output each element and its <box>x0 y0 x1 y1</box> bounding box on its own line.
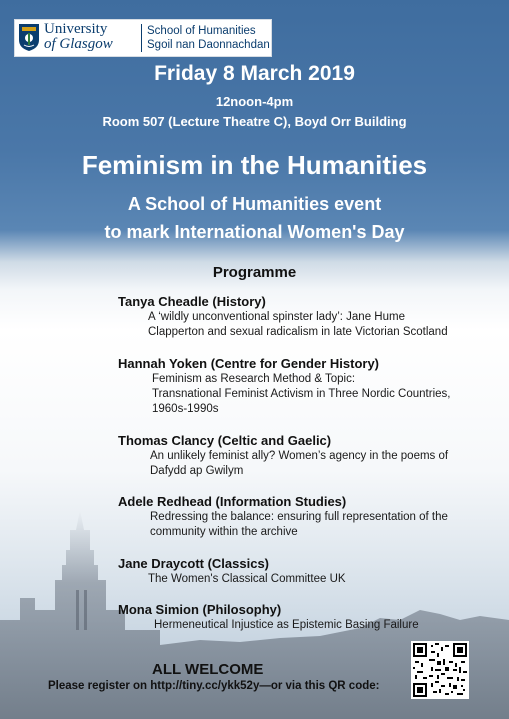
all-welcome-text: ALL WELCOME <box>152 661 264 678</box>
school-name-english: School of Humanities <box>147 25 256 37</box>
university-logo <box>14 19 272 57</box>
qr-code-graphic <box>413 643 467 697</box>
speaker-name: Hannah Yoken (Centre for Gender History) <box>118 356 380 371</box>
event-title: Feminism in the Humanities <box>81 150 428 180</box>
programme-item <box>118 493 503 540</box>
event-time: 12noon-4pm <box>215 94 294 109</box>
event-location: Room 507 (Lecture Theatre C), Boyd Orr Building <box>102 114 407 129</box>
speaker-name: Mona Simion (Philosophy) <box>118 602 282 617</box>
speaker-name: Jane Draycott (Classics) <box>118 556 270 571</box>
talk-title: Feminism as Research Method & Topic: Transnational Feminist Activism in Three Nordic Countries, 1960s-1990s <box>152 373 451 415</box>
event-subtitle-line1: A School of Humanities event <box>127 194 382 214</box>
programme-heading: Programme <box>212 264 297 281</box>
talk-title: The Women's Classical Committee UK <box>148 573 346 585</box>
talk-title: An unlikely feminist ally? Women’s agency in the poems of Dafydd ap Gwilym <box>150 450 449 477</box>
logo-divider <box>141 24 142 52</box>
event-subtitle-line2: to mark International Women's Day <box>104 222 405 242</box>
school-name-gaelic: Sgoil nan Daonnachdan <box>147 39 270 51</box>
school-name <box>147 24 269 52</box>
speaker-name: Adele Redhead (Information Studies) <box>118 494 347 509</box>
programme-item <box>118 432 503 479</box>
university-name-line2: of Glasgow <box>44 36 113 52</box>
university-name-line1: University <box>44 21 108 37</box>
event-date: Friday 8 March 2019 <box>154 62 355 85</box>
speaker-name: Tanya Cheadle (History) <box>118 294 266 309</box>
university-crest-icon <box>18 23 40 52</box>
programme-item <box>118 293 503 340</box>
qr-code-icon[interactable] <box>411 641 469 699</box>
talk-title: A ‘wildly unconventional spinster lady’: Jane Hume Clapperton and sexual radicalism in late Victorian Scotland <box>148 311 448 338</box>
registration-text: Please register on http://tiny.cc/ykk52y—or via this QR code: <box>48 680 380 692</box>
programme-item <box>118 555 503 587</box>
speaker-name: Thomas Clancy (Celtic and Gaelic) <box>118 433 332 448</box>
programme-item <box>118 601 503 633</box>
university-name <box>44 22 136 52</box>
programme-item <box>118 355 503 417</box>
talk-title: Hermeneutical Injustice as Epistemic Basing Failure <box>154 619 419 631</box>
talk-title: Redressing the balance: ensuring full representation of the community within the archive <box>150 511 448 538</box>
